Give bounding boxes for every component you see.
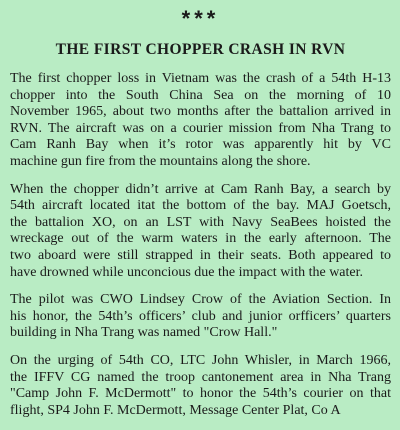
paragraph-line: the battalion XO, on an LST with Navy SeaBees hoisted the [10, 214, 391, 230]
paragraph-line: flight, SP4 John F. McDermott, Message Center Plat, Co A [10, 402, 341, 418]
paragraph-line: 54th aircraft located itat the bottom of the bay. MAJ Goetsch, [10, 198, 391, 214]
paragraph-line: chopper into the South China Sea on the morning of 10 [10, 87, 391, 103]
article-headline: THE FIRST CHOPPER CRASH IN RVN [55, 41, 346, 58]
paragraph-line: two aboard were still strapped in their seats. Both appeared to [10, 247, 391, 263]
paragraph-line: "Camp John F. McDermott" to honor the 54th’s courier on that [10, 386, 391, 402]
paragraph-line: machine gun fire from the mountains along the shore. [10, 153, 311, 169]
paragraph [10, 353, 391, 419]
paragraph-line: When the chopper didn’t arrive at Cam Ranh Bay, a search by [10, 181, 391, 197]
paragraph-line: The first chopper loss in Vietnam was the crash of a 54th H-13 [10, 71, 391, 86]
paragraph-line: his honor, the 54th’s officers’ club and junior orfficers’ quarters [10, 308, 391, 324]
paragraph-line: November 1965, about two months after the battalion arrived in [10, 104, 391, 120]
paragraph [10, 71, 391, 171]
paragraph-line: Cam Ranh Bay when it’s rotor was apparently hit by VC [10, 137, 391, 153]
section-ornament: *** [181, 6, 220, 31]
paragraph-line: have drowned while unconcious due the impact with the water. [10, 264, 364, 280]
paragraph [10, 182, 391, 282]
paragraph [10, 292, 391, 342]
article-body [10, 71, 391, 419]
paragraph-line: building in Nha Trang was named "Crow Hall." [10, 325, 278, 341]
paragraph-line: On the urging of 54th CO, LTC John Whisler, in March 1966, [10, 352, 391, 368]
paragraph-line: the IFFV CG named the troop cantonement area in Nha Trang [10, 369, 391, 385]
paragraph-line: The pilot was CWO Lindsey Crow of the Aviation Section. In [10, 292, 391, 308]
paragraph-line: wreckage out of the warm waters in the early afternoon. The [10, 231, 391, 247]
paragraph-line: RVN. The aircraft was on a courier mission from Nha Trang to [10, 120, 391, 136]
